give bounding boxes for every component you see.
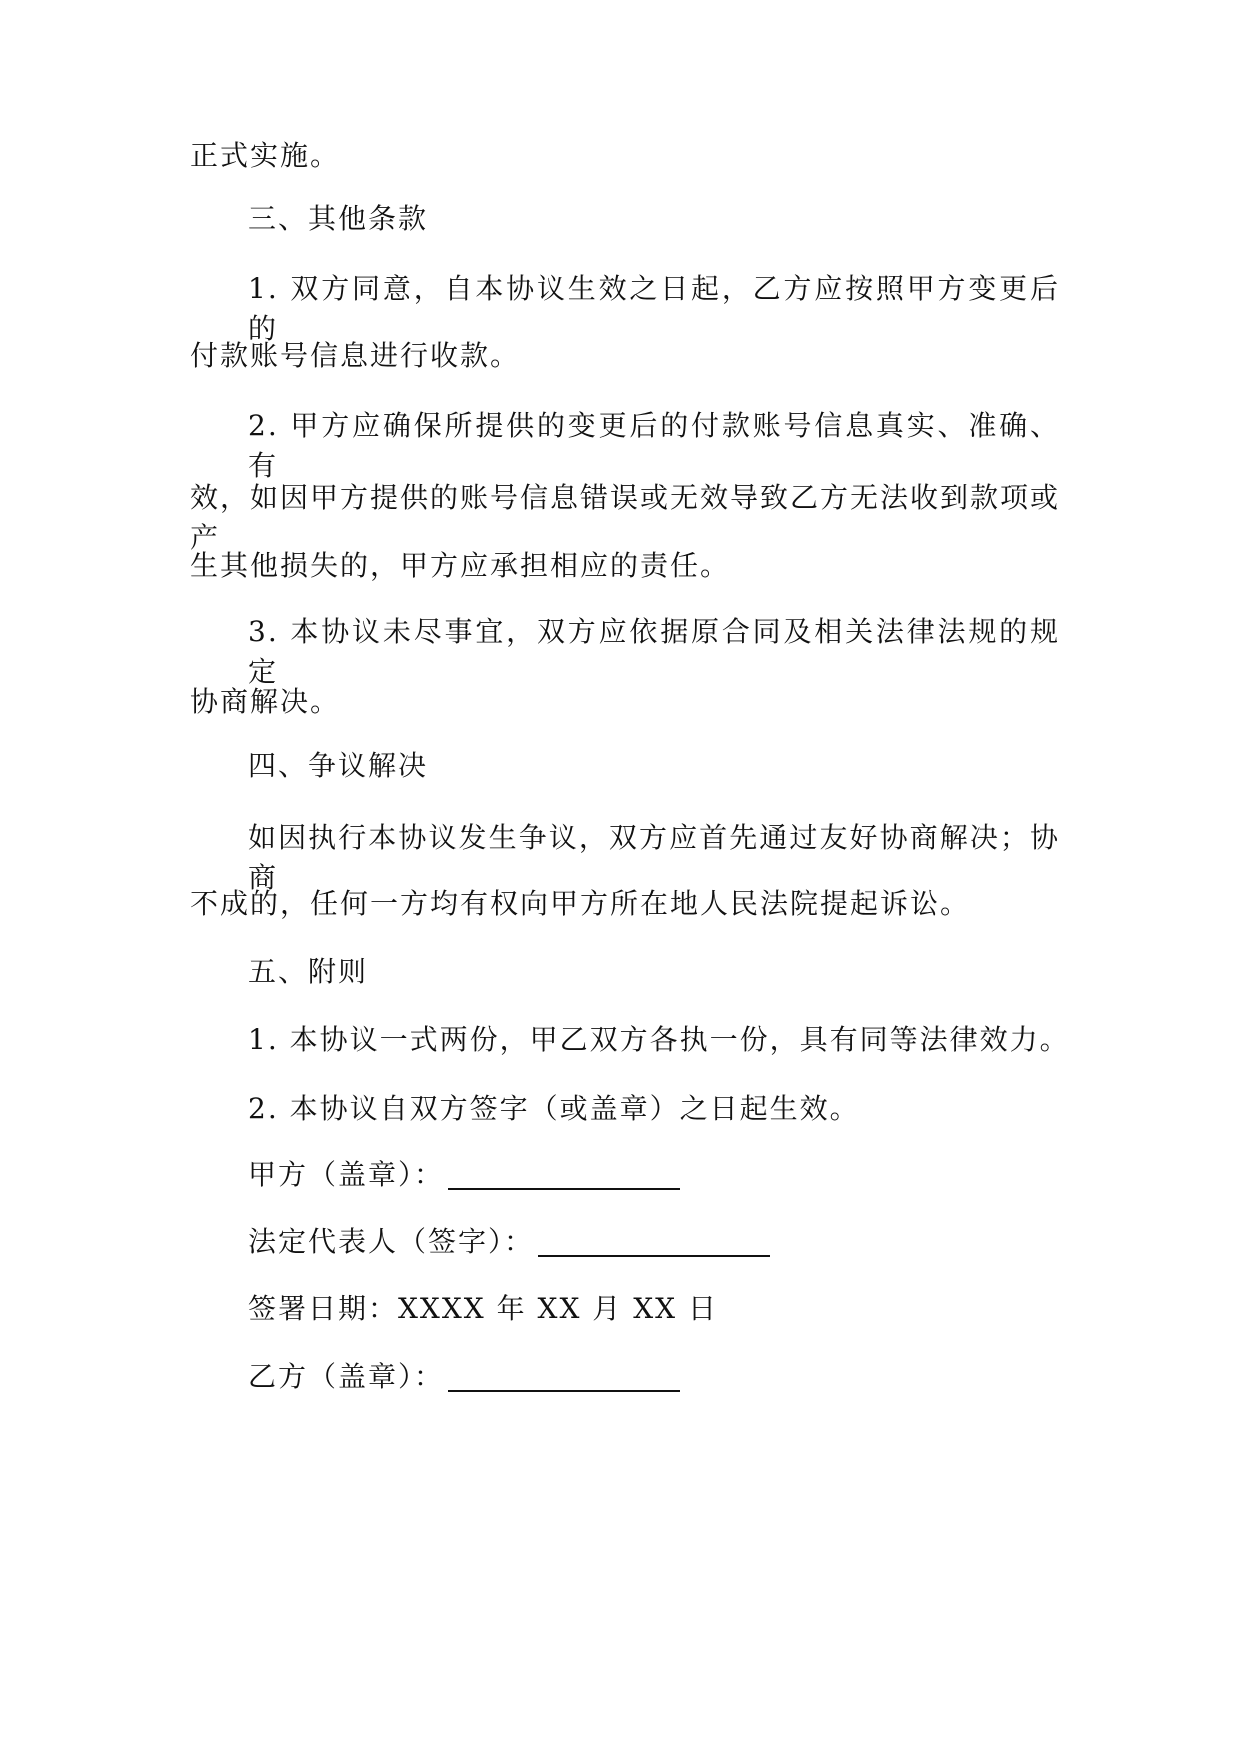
party-a-blank[interactable]: [448, 1158, 680, 1190]
paragraph-line: 1. 双方同意，自本协议生效之日起，乙方应按照甲方变更后的: [248, 272, 1060, 345]
party-a-signature-line: [248, 1155, 1060, 1195]
paragraph-line: 效，如因甲方提供的账号信息错误或无效导致乙方无法收到款项或产: [190, 481, 1061, 554]
paragraph-line: 3. 本协议未尽事宜，双方应依据原合同及相关法律法规的规定: [248, 615, 1060, 688]
paragraph-line: 协商解决。: [190, 685, 341, 718]
paragraph-line: 如因执行本协议发生争议，双方应首先通过友好协商解决；协商: [248, 821, 1060, 894]
legal-rep-label: 法定代表人（签字）：: [248, 1225, 535, 1258]
paragraph-line: 2. 本协议自双方签字（或盖章）之日起生效。: [248, 1092, 860, 1125]
paragraph-line: 1. 本协议一式两份，甲乙双方各执一份，具有同等法律效力。: [248, 1023, 1070, 1056]
party-b-label: 乙方（盖章）：: [248, 1360, 445, 1393]
legal-rep-signature-line: [248, 1222, 1060, 1262]
paragraph-line: 生其他损失的，甲方应承担相应的责任。: [190, 549, 731, 582]
party-a-label: 甲方（盖章）：: [248, 1158, 445, 1191]
paragraph-line: 正式实施。: [190, 139, 341, 172]
section-heading-supplementary: 五、附则: [248, 955, 369, 988]
party-b-blank[interactable]: [448, 1360, 680, 1392]
paragraph-line: 不成的，任何一方均有权向甲方所在地人民法院提起诉讼。: [190, 887, 971, 920]
party-b-signature-line: [248, 1357, 1060, 1397]
paragraph-line: 2. 甲方应确保所提供的变更后的付款账号信息真实、准确、有: [248, 409, 1060, 482]
paragraph-line: 付款账号信息进行收款。: [190, 339, 521, 372]
sign-date: 签署日期：XXXX 年 XX 月 XX 日: [248, 1292, 718, 1325]
section-heading-other-terms: 三、其他条款: [248, 202, 429, 235]
legal-rep-blank[interactable]: [538, 1225, 770, 1257]
section-heading-dispute: 四、争议解决: [248, 749, 429, 782]
